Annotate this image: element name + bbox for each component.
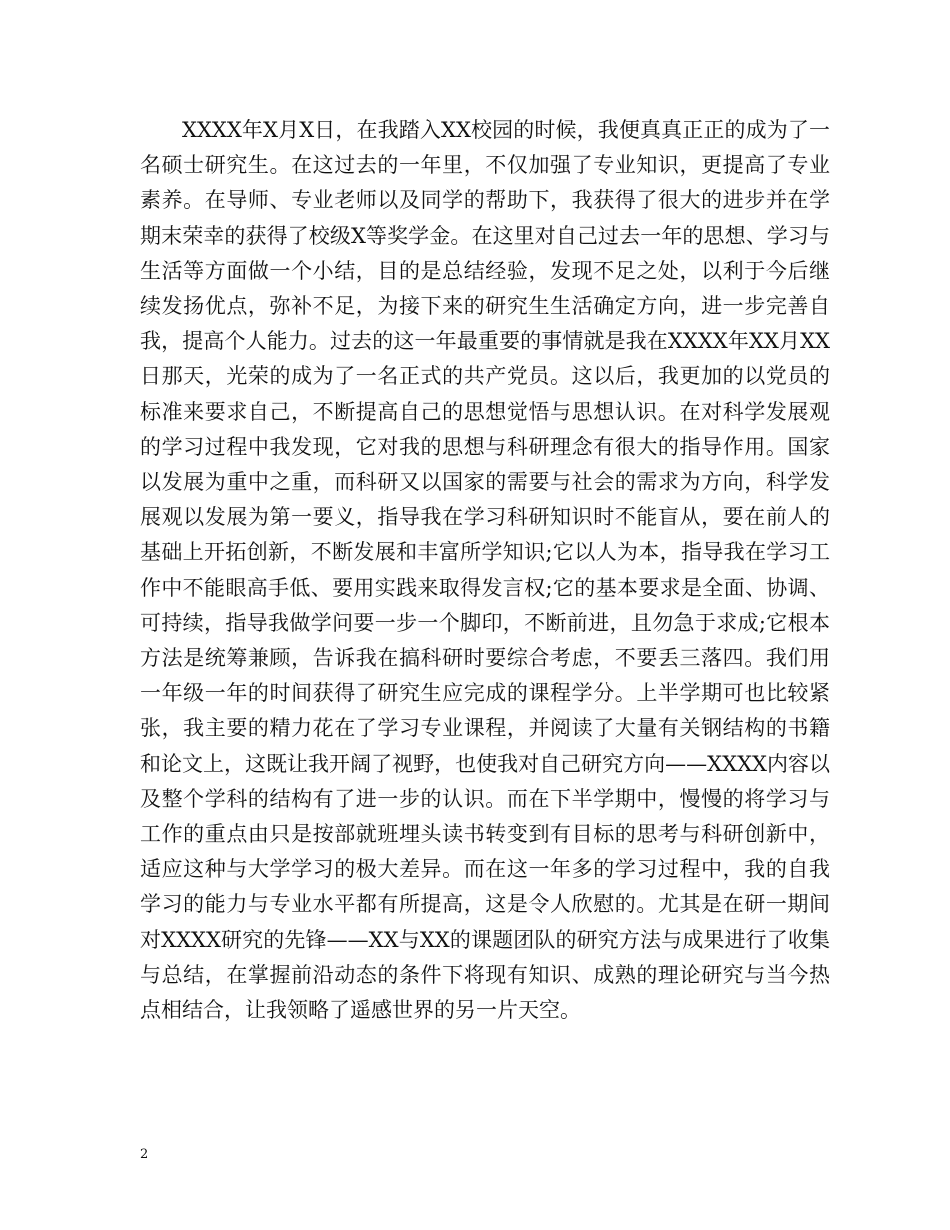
body-paragraph: XXXX年X月X日，在我踏入XX校园的时候，我便真真正正的成为了一名硕士研究生。在这过去的一年里，不仅加强了专业知识，更提高了专业素养。在导师、专业老师以及同学的帮助下，我获得了很大的进步并在学期末荣幸的获得了校级X等奖学金。在这里对自己过去一年的思想、学习与生活等方面做一个小结，目的是总结经验，发现不足之处，以利于今后继续发扬优点，弥补不足，为接下来的研究生生活确定方向，进一步完善自我，提高个人能力。过去的这一年最重要的事情就是我在XXXX年XX月XX日那天，光荣的成为了一名正式的共产党员。这以后，我更加的以党员的标准来要求自己，不断提高自己的思想觉悟与思想认识。在对科学发展观的学习过程中我发现，它对我的思想与科研理念有很大的指导作用。国家以发展为重中之重，而科研又以国家的需要与社会的需求为方向，科学发展观以发展为第一要义，指导我在学习科研知识时不能盲从，要在前人的基础上开拓创新，不断发展和丰富所学知识;它以人为本，指导我在学习工作中不能眼高手低、要用实践来取得发言权;它的基本要求是全面、协调、可持续，指导我做学问要一步一个脚印，不断前进，且勿急于求成;它根本方法是统筹兼顾，告诉我在搞科研时要综合考虑，不要丢三落四。我们用一年级一年的时间获得了研究生应完成的课程学分。上半学期可也比较紧张，我主要的精力花在了学习专业课程，并阅读了大量有关钢结构的书籍和论文上，这既让我开阔了视野，也使我对自己研究方向——XXXX内容以及整个学科的结构有了进一步的认识。而在下半学期中，慢慢的将学习与工作的重点由只是按部就班埋头读书转变到有目标的思考与科研创新中，适应这种与大学学习的极大差异。而在这一年多的学习过程中，我的自我学习的能力与专业水平都有所提高，这是令人欣慰的。尤其是在研一期间对XXXX研究的先锋——XX与XX的课题团队的研究方法与成果进行了收集与总结，在掌握前沿动态的条件下将现有知识、成熟的理论研究与当今热点相结合，让我领略了遥感世界的另一片天空。 [140, 118, 830, 1023]
page-number: 2 [140, 1147, 149, 1162]
